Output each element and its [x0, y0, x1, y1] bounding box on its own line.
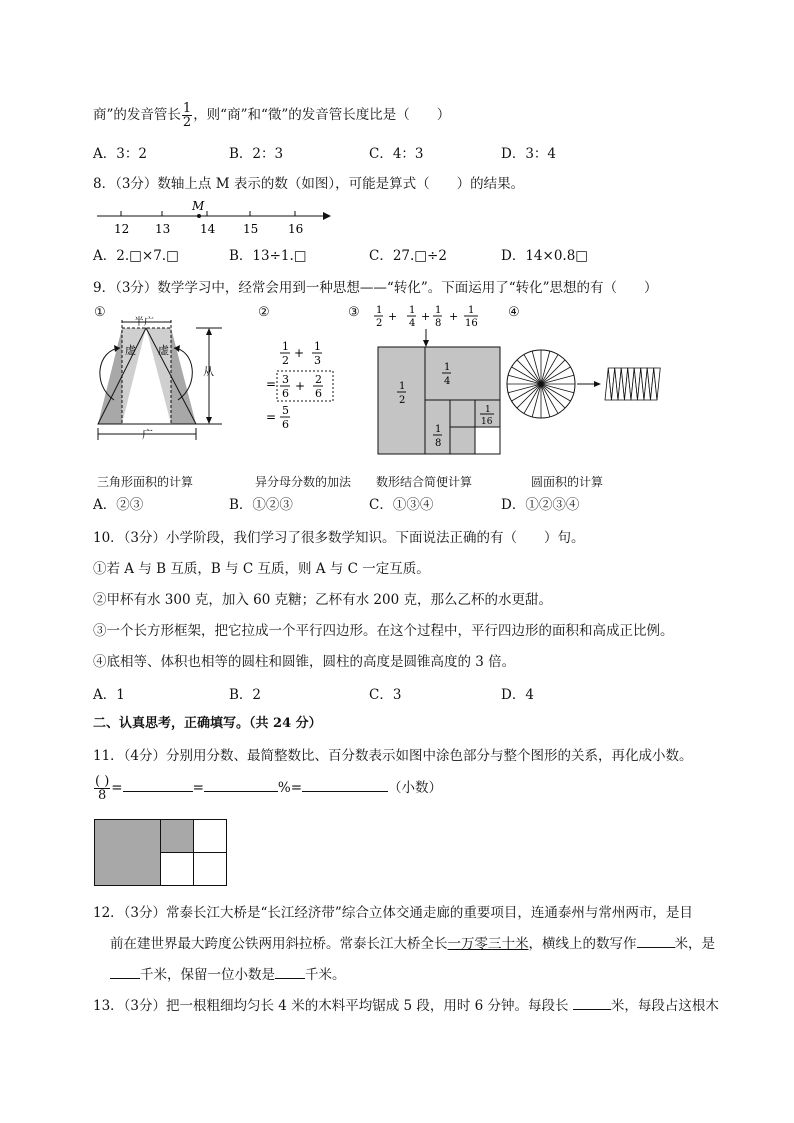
q10-option-c: C．3: [369, 687, 402, 703]
svg-text:6: 6: [282, 387, 289, 400]
q9-figure-area-model: [370, 302, 505, 462]
svg-text:1: 1: [485, 405, 491, 415]
fig2-caption: 异分母分数的加法: [255, 475, 352, 489]
svg-text:1: 1: [399, 381, 406, 392]
svg-text:1: 1: [435, 424, 442, 435]
q7-fraction: $\frac{1}{2}$: [182, 101, 192, 130]
arrow-down-icon: [423, 340, 429, 347]
svg-text:6: 6: [315, 387, 322, 400]
svg-text:5: 5: [282, 404, 289, 417]
tick-label: 16: [288, 222, 304, 236]
q12-blank-km[interactable]: [110, 978, 140, 979]
q13-line-1: 13．（3分）把一根粗细均匀长 4 米的木料平均锯成 5 段，用时 6 分钟。每段长 米，每段占这根木: [93, 998, 719, 1014]
svg-text:1: 1: [444, 362, 451, 373]
svg-text:=: =: [266, 410, 277, 424]
q9-option-c: C．①③④: [369, 497, 434, 513]
circle-sectors: [507, 350, 575, 418]
q10-stem: 10．（3分）小学阶段，我们学习了很多数学知识。下面说法正确的有（ ）句。: [93, 530, 585, 546]
q10-item-2: ②甲杯有水 300 克，加入 60 克糖；乙杯有水 200 克，那么乙杯的水更甜。: [93, 592, 552, 608]
fig3-label: ③: [348, 305, 360, 320]
q7-text-b: ，则“商”和“徵”的发音管长度比是（ ）: [193, 107, 451, 123]
svg-text:6: 6: [282, 418, 289, 431]
q9-option-a: A．②③: [93, 497, 144, 513]
q9-option-d: D．①②③④: [501, 497, 580, 513]
q11-stem: 11．（4分）分别用分数、最简整数比、百分数表示如图中涂色部分与整个图形的关系，再化成小数。: [93, 748, 693, 764]
svg-text:8: 8: [435, 438, 442, 449]
svg-text:4: 4: [409, 318, 416, 329]
svg-text:+: +: [421, 310, 431, 323]
svg-text:3: 3: [314, 354, 321, 367]
shade-left-label: 虚: [125, 344, 136, 357]
q7-option-b: B．2：3: [229, 146, 284, 162]
q10-option-b: B．2: [229, 687, 262, 703]
q11-blank-decimal[interactable]: [302, 791, 388, 792]
q11-blank-ratio[interactable]: [123, 791, 193, 792]
fig4-label: ④: [508, 305, 520, 320]
height-label: 从: [203, 365, 214, 378]
q12-line-2: 前在建世界最大跨度公铁两用斜拉桥。常泰长江大桥全长一万零三十米，横线上的数写作 米，是: [110, 936, 715, 952]
q13-blank-length[interactable]: [573, 1009, 611, 1010]
q12-line-1: 12．（3分）常泰长江大桥是“长江经济带”综合立体交通走廊的重要项目，连通泰州与常州两市，是目: [93, 905, 693, 921]
q12-blank-meters[interactable]: [637, 947, 675, 948]
svg-text:+: +: [388, 310, 398, 323]
svg-text:4: 4: [444, 376, 451, 387]
q11-blank-percent[interactable]: [204, 791, 278, 792]
q8-option-c: C．27.□÷2: [369, 248, 447, 264]
fig1-label: ①: [94, 305, 106, 320]
arrow-right-icon: [594, 381, 601, 387]
svg-text:1: 1: [376, 305, 383, 316]
fig4-caption: 圆面积的计算: [531, 475, 604, 489]
q7-text-a: 商”的发音管长: [93, 107, 181, 123]
q10-item-3: ③一个长方形框架，把它拉成一个平行四边形。在这个过程中，平行四边形的面积和高成正比例。: [93, 623, 674, 639]
svg-text:16: 16: [481, 417, 493, 427]
section-title: 二、认真思考，正确填写。（共 24 分）: [93, 716, 322, 731]
q9-figure-circle: [505, 340, 665, 430]
q12-line-3: 千米，保留一位小数是 千米。: [110, 966, 346, 984]
svg-text:1: 1: [314, 340, 321, 353]
q10-option-a: A．1: [93, 687, 125, 703]
point-m: [197, 214, 201, 218]
q9-figure-triangle: [92, 310, 232, 465]
fig1-caption: 三角形面积的计算: [97, 475, 194, 489]
q9-figure-fraction-add: [262, 338, 362, 438]
tick-label: 14: [200, 222, 216, 236]
rearranged-parallelogram: [605, 368, 660, 400]
fig2-label: ②: [258, 305, 270, 320]
q8-option-b: B．13÷1.□: [229, 248, 307, 264]
svg-text:=: =: [266, 377, 277, 391]
shade-right-label: 虚: [158, 344, 169, 357]
tick-label: 15: [243, 222, 259, 236]
svg-text:16: 16: [465, 318, 478, 329]
q7-option-d: D．3：4: [501, 146, 557, 162]
svg-text:1: 1: [409, 305, 416, 316]
svg-text:+: +: [295, 379, 306, 393]
q10-item-1: ①若 A 与 B 互质，B 与 C 互质，则 A 与 C 一定互质。: [93, 561, 430, 577]
tick-label: 13: [155, 222, 171, 236]
tick-label: 12: [114, 222, 130, 236]
q8-stem: 8．（3分）数轴上点 M 表示的数（如图），可能是算式（ ）的结果。: [93, 176, 525, 192]
q11-fraction: $\frac{( )}{8}$: [95, 774, 110, 803]
svg-text:+: +: [449, 310, 459, 323]
q9-stem: 9．（3分）数学学习中，经常会用到一种思想——“转化”。下面运用了“转化”思想的有（ ）: [93, 280, 658, 296]
fig3-caption: 数形结合简便计算: [376, 475, 473, 489]
q11-answer-line: $\frac{( )}{8}$ = = %= （小数）: [95, 774, 443, 803]
svg-text:8: 8: [435, 318, 442, 329]
q12-blank-round[interactable]: [275, 978, 305, 979]
q11-shaded-figure: [94, 819, 228, 889]
q10-item-4: ④底相等、体积也相等的圆柱和圆锥，圆柱的高度是圆锥高度的 3 倍。: [93, 654, 516, 670]
q8-number-line: [95, 198, 335, 238]
svg-text:1: 1: [282, 340, 289, 353]
q8-option-d: D．14×0.8□: [501, 248, 589, 264]
half-base-label: 半广: [134, 317, 154, 328]
svg-text:+: +: [294, 346, 305, 360]
svg-text:1: 1: [468, 305, 475, 316]
q10-option-d: D．4: [501, 687, 534, 703]
svg-text:2: 2: [282, 354, 289, 367]
svg-text:2: 2: [315, 373, 322, 386]
q7-option-a: A．3：2: [93, 146, 147, 162]
q9-option-b: B．①②③: [229, 497, 293, 513]
base-label: 广: [142, 428, 153, 441]
svg-text:3: 3: [282, 373, 289, 386]
svg-text:2: 2: [399, 395, 406, 406]
q7-option-c: C．4：3: [369, 146, 424, 162]
svg-text:1: 1: [435, 305, 442, 316]
svg-text:2: 2: [376, 318, 383, 329]
q8-option-a: A．2.□×7.□: [93, 248, 179, 264]
q12-underlined-number: 一万零三十米: [447, 936, 529, 952]
arrow-icon: [323, 212, 331, 220]
q7-line: [93, 102, 450, 129]
point-m-label: M: [192, 199, 205, 213]
